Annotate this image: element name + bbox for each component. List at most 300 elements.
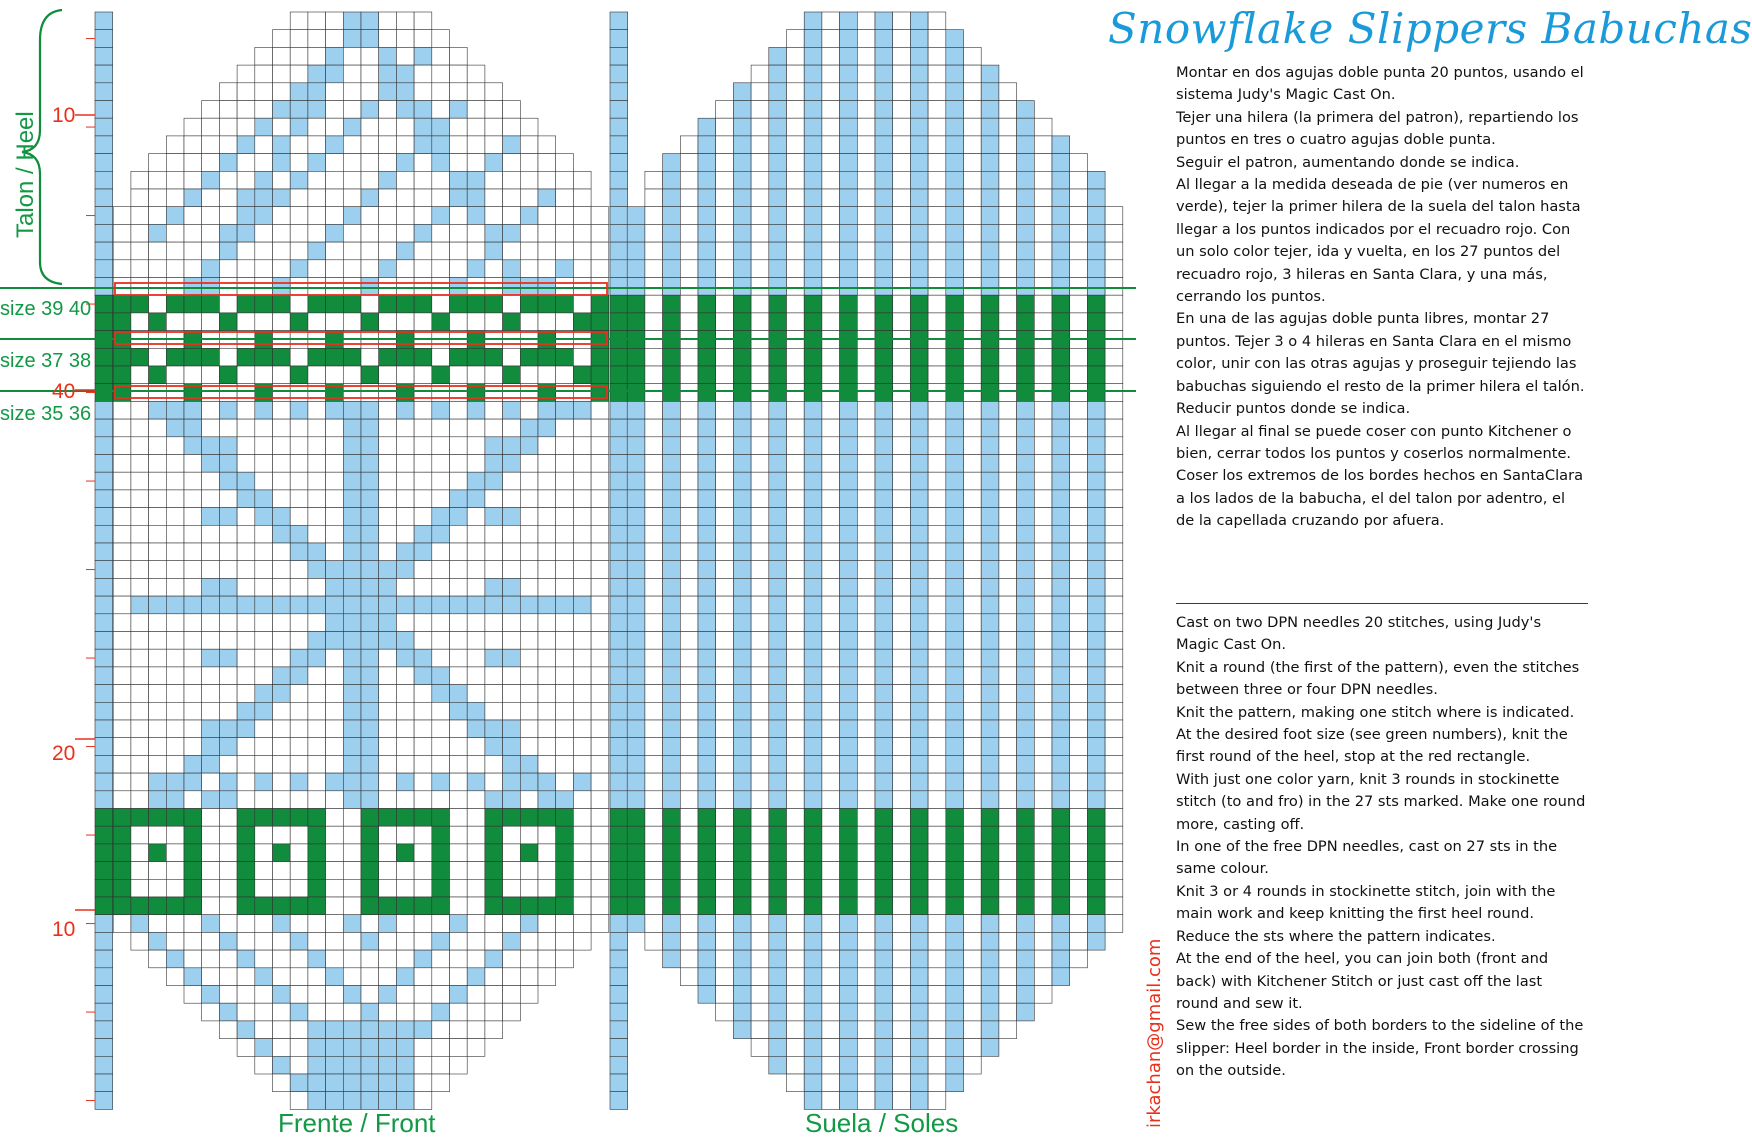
sole-oval-cell (645, 720, 663, 738)
front-oval-cell (273, 685, 291, 703)
front-oval-cell (273, 932, 291, 950)
front-oval-cell (149, 171, 167, 189)
sole-oval-cell (840, 773, 858, 791)
front-oval-cell (255, 632, 273, 650)
front-oval-cell (326, 1092, 344, 1110)
front-oval-cell (290, 171, 308, 189)
sole-oval-cell (964, 879, 982, 897)
sole-oval-cell (716, 313, 734, 331)
front-oval-cell (273, 702, 291, 720)
sole-oval-cell (840, 313, 858, 331)
front-oval-cell (131, 260, 149, 278)
front-oval-cell (573, 685, 591, 703)
sole-oval-cell (893, 437, 911, 455)
sole-oval-cell (875, 738, 893, 756)
center-edge-column-cell (610, 136, 628, 154)
front-oval-cell (361, 862, 379, 880)
sole-oval-cell (910, 667, 928, 685)
front-oval-cell (467, 986, 485, 1004)
front-oval-cell (450, 401, 468, 419)
front-oval-cell (432, 65, 450, 83)
front-oval-cell (538, 171, 556, 189)
sole-oval-cell (1087, 419, 1105, 437)
sole-oval-cell (999, 755, 1017, 773)
sole-oval-cell (822, 101, 840, 119)
sole-oval-cell (645, 278, 663, 296)
sole-oval-cell (999, 224, 1017, 242)
sole-oval-cell (1070, 295, 1088, 313)
front-oval-cell (396, 844, 414, 862)
sole-oval-cell (680, 401, 698, 419)
sole-oval-cell (627, 826, 645, 844)
front-oval-cell (467, 65, 485, 83)
sole-oval-cell (769, 596, 787, 614)
front-oval-cell (202, 879, 220, 897)
front-oval-cell (273, 47, 291, 65)
sole-oval-cell (999, 401, 1017, 419)
front-oval-cell (556, 755, 574, 773)
front-oval-cell (556, 614, 574, 632)
front-oval-cell (573, 278, 591, 296)
front-oval-cell (237, 897, 255, 915)
front-oval-cell (503, 844, 521, 862)
front-oval-cell (432, 490, 450, 508)
sole-oval-cell (893, 1092, 911, 1110)
sole-oval-cell (875, 260, 893, 278)
front-oval-cell (520, 791, 538, 809)
front-oval-cell (520, 118, 538, 136)
front-oval-cell (379, 986, 397, 1004)
sole-oval-cell (875, 490, 893, 508)
sole-oval-cell (910, 1039, 928, 1057)
front-oval-cell (237, 508, 255, 526)
front-oval-cell (396, 136, 414, 154)
front-oval-cell (326, 667, 344, 685)
sole-oval-cell (680, 844, 698, 862)
sole-oval-cell (804, 437, 822, 455)
front-oval-cell (485, 348, 503, 366)
front-oval-cell (467, 295, 485, 313)
front-oval-cell (219, 632, 237, 650)
front-oval-cell (184, 543, 202, 561)
front-oval-cell (308, 242, 326, 260)
front-oval-cell (467, 366, 485, 384)
sole-oval-cell (1034, 578, 1052, 596)
front-oval-cell (113, 702, 131, 720)
sole-oval-cell (999, 879, 1017, 897)
sole-oval-cell (964, 596, 982, 614)
sole-oval-cell (840, 278, 858, 296)
front-oval-cell (202, 720, 220, 738)
front-oval-cell (149, 490, 167, 508)
front-oval-cell (166, 685, 184, 703)
front-oval-cell (326, 915, 344, 933)
sole-oval-cell (999, 490, 1017, 508)
sole-oval-cell (1105, 437, 1123, 455)
front-oval-cell (131, 508, 149, 526)
sole-oval-cell (787, 720, 805, 738)
sole-oval-cell (893, 968, 911, 986)
sole-oval-cell (875, 649, 893, 667)
sole-oval-cell (840, 171, 858, 189)
front-oval-cell (379, 136, 397, 154)
front-oval-cell (237, 101, 255, 119)
front-oval-cell (503, 862, 521, 880)
front-oval-cell (149, 508, 167, 526)
sole-oval-cell (787, 1074, 805, 1092)
sole-oval-cell (928, 490, 946, 508)
sole-oval-cell (840, 720, 858, 738)
sole-oval-cell (1105, 401, 1123, 419)
front-oval-cell (450, 897, 468, 915)
front-oval-cell (184, 649, 202, 667)
front-oval-cell (485, 596, 503, 614)
front-oval-cell (237, 490, 255, 508)
front-oval-cell (450, 862, 468, 880)
sole-oval-cell (733, 632, 751, 650)
front-oval-cell (591, 472, 609, 490)
sole-oval-cell (769, 242, 787, 260)
sole-oval-cell (804, 1056, 822, 1074)
left-edge-column-cell (95, 83, 113, 101)
sole-oval-cell (840, 667, 858, 685)
sole-oval-cell (804, 419, 822, 437)
front-oval-cell (326, 614, 344, 632)
sole-oval-cell (1087, 614, 1105, 632)
sole-oval-cell (1087, 189, 1105, 207)
front-oval-cell (538, 862, 556, 880)
sole-oval-cell (946, 968, 964, 986)
sole-oval-cell (804, 171, 822, 189)
front-oval-cell (591, 419, 609, 437)
front-oval-cell (485, 809, 503, 827)
front-oval-cell (556, 455, 574, 473)
sole-oval-cell (1017, 136, 1035, 154)
sole-oval-cell (840, 879, 858, 897)
front-oval-cell (184, 826, 202, 844)
front-oval-cell (308, 101, 326, 119)
sole-oval-cell (645, 632, 663, 650)
sole-oval-cell (928, 773, 946, 791)
front-oval-cell (414, 101, 432, 119)
front-oval-cell (556, 950, 574, 968)
front-oval-cell (237, 295, 255, 313)
front-oval-cell (414, 773, 432, 791)
sole-oval-cell (804, 118, 822, 136)
sole-oval-cell (946, 879, 964, 897)
sole-oval-cell (733, 118, 751, 136)
front-oval-cell (113, 313, 131, 331)
front-oval-cell (308, 1021, 326, 1039)
sole-oval-cell (893, 455, 911, 473)
front-oval-cell (396, 419, 414, 437)
front-oval-cell (467, 915, 485, 933)
sole-oval-cell (769, 649, 787, 667)
sole-oval-cell (1105, 348, 1123, 366)
front-oval-cell (573, 224, 591, 242)
front-oval-cell (503, 879, 521, 897)
sole-oval-cell (981, 472, 999, 490)
sole-oval-cell (822, 490, 840, 508)
sole-oval-cell (804, 578, 822, 596)
front-oval-cell (414, 667, 432, 685)
front-oval-cell (202, 755, 220, 773)
sole-oval-cell (787, 189, 805, 207)
front-oval-cell (166, 596, 184, 614)
front-oval-cell (326, 30, 344, 48)
sole-oval-cell (981, 773, 999, 791)
sole-oval-cell (893, 1039, 911, 1057)
sole-oval-cell (999, 667, 1017, 685)
sole-oval-cell (733, 472, 751, 490)
sole-oval-cell (769, 472, 787, 490)
front-oval-cell (255, 242, 273, 260)
center-edge-column-cell (610, 986, 628, 1004)
front-oval-cell (361, 791, 379, 809)
front-oval-cell (290, 189, 308, 207)
sole-oval-cell (751, 313, 769, 331)
sole-oval-cell (893, 366, 911, 384)
front-oval-cell (538, 136, 556, 154)
front-oval-cell (414, 685, 432, 703)
sole-oval-cell (804, 773, 822, 791)
left-edge-column-cell (95, 1074, 113, 1092)
sole-oval-cell (857, 47, 875, 65)
center-edge-column-cell (610, 667, 628, 685)
sole-oval-cell (769, 950, 787, 968)
front-oval-cell (237, 879, 255, 897)
front-oval-cell (343, 419, 361, 437)
sole-oval-cell (822, 950, 840, 968)
front-oval-cell (131, 419, 149, 437)
front-oval-cell (396, 313, 414, 331)
front-oval-cell (538, 879, 556, 897)
sole-oval-cell (981, 171, 999, 189)
center-edge-column-cell (610, 649, 628, 667)
front-oval-cell (556, 207, 574, 225)
sole-oval-cell (875, 720, 893, 738)
front-oval-cell (450, 932, 468, 950)
front-oval-cell (131, 915, 149, 933)
front-oval-cell (290, 755, 308, 773)
sole-oval-cell (840, 614, 858, 632)
front-oval-cell (485, 242, 503, 260)
front-oval-cell (255, 614, 273, 632)
front-oval-cell (520, 649, 538, 667)
sole-oval-cell (733, 525, 751, 543)
front-oval-cell (520, 897, 538, 915)
sole-oval-cell (1034, 667, 1052, 685)
sole-oval-cell (769, 384, 787, 402)
sole-oval-cell (804, 702, 822, 720)
sole-oval-cell (733, 490, 751, 508)
sole-oval-cell (1017, 260, 1035, 278)
sole-oval-cell (964, 862, 982, 880)
front-oval-cell (202, 508, 220, 526)
center-edge-column-cell (610, 384, 628, 402)
sole-oval-cell (1017, 118, 1035, 136)
front-oval-cell (184, 224, 202, 242)
sole-oval-cell (733, 809, 751, 827)
front-oval-cell (290, 419, 308, 437)
front-oval-cell (202, 915, 220, 933)
sole-oval-cell (716, 154, 734, 172)
front-oval-cell (503, 455, 521, 473)
front-oval-cell (556, 685, 574, 703)
front-oval-cell (396, 738, 414, 756)
sole-oval-cell (875, 1092, 893, 1110)
front-oval-cell (131, 295, 149, 313)
front-oval-cell (166, 879, 184, 897)
front-oval-cell (219, 101, 237, 119)
sole-oval-cell (893, 915, 911, 933)
center-edge-column-cell (610, 12, 628, 30)
front-oval-cell (202, 685, 220, 703)
sole-oval-cell (1052, 508, 1070, 526)
front-oval-cell (326, 401, 344, 419)
front-oval-cell (149, 862, 167, 880)
sole-oval-cell (1070, 561, 1088, 579)
sole-oval-cell (787, 897, 805, 915)
front-oval-cell (308, 596, 326, 614)
front-oval-cell (255, 295, 273, 313)
front-oval-cell (467, 278, 485, 296)
sole-oval-cell (875, 224, 893, 242)
sole-oval-cell (1017, 508, 1035, 526)
front-oval-cell (184, 986, 202, 1004)
sole-oval-cell (946, 755, 964, 773)
sole-oval-cell (787, 578, 805, 596)
front-oval-cell (255, 667, 273, 685)
front-oval-cell (219, 313, 237, 331)
sole-oval-cell (751, 1039, 769, 1057)
front-oval-cell (273, 844, 291, 862)
sole-oval-cell (1087, 472, 1105, 490)
sole-oval-cell (910, 384, 928, 402)
sole-oval-cell (787, 596, 805, 614)
sole-oval-cell (733, 1021, 751, 1039)
sole-oval-cell (875, 313, 893, 331)
left-edge-column-cell (95, 295, 113, 313)
sole-oval-cell (663, 224, 681, 242)
sole-oval-cell (804, 1092, 822, 1110)
front-oval-cell (166, 862, 184, 880)
sole-oval-cell (910, 295, 928, 313)
sole-oval-cell (857, 472, 875, 490)
front-oval-cell (520, 136, 538, 154)
center-edge-column-cell (610, 455, 628, 473)
sole-oval-cell (822, 685, 840, 703)
sole-oval-cell (1034, 348, 1052, 366)
front-oval-cell (485, 561, 503, 579)
front-oval-cell (591, 897, 609, 915)
front-oval-cell (343, 685, 361, 703)
sole-oval-cell (1105, 844, 1123, 862)
front-oval-cell (361, 702, 379, 720)
sole-oval-cell (910, 154, 928, 172)
sole-oval-cell (893, 862, 911, 880)
sole-oval-cell (1087, 224, 1105, 242)
sole-oval-cell (840, 189, 858, 207)
front-oval-cell (184, 419, 202, 437)
sole-oval-cell (928, 632, 946, 650)
sole-oval-cell (946, 171, 964, 189)
sole-oval-cell (733, 543, 751, 561)
sole-oval-cell (751, 614, 769, 632)
center-edge-column-cell (610, 224, 628, 242)
sole-oval-cell (1034, 189, 1052, 207)
front-oval-cell (556, 366, 574, 384)
sole-oval-cell (875, 47, 893, 65)
front-oval-cell (361, 685, 379, 703)
front-oval-cell (414, 720, 432, 738)
sole-oval-cell (1017, 1003, 1035, 1021)
sole-oval-cell (946, 561, 964, 579)
front-oval-cell (591, 260, 609, 278)
front-oval-cell (503, 118, 521, 136)
sole-oval-cell (875, 897, 893, 915)
front-oval-cell (290, 366, 308, 384)
front-oval-cell (538, 437, 556, 455)
front-oval-cell (273, 366, 291, 384)
front-oval-cell (219, 366, 237, 384)
front-oval-cell (503, 685, 521, 703)
front-oval-cell (343, 1039, 361, 1057)
front-oval-cell (237, 932, 255, 950)
front-oval-cell (113, 224, 131, 242)
front-oval-cell (414, 632, 432, 650)
front-oval-cell (450, 508, 468, 526)
front-oval-cell (573, 366, 591, 384)
sole-oval-cell (1017, 525, 1035, 543)
front-oval-cell (308, 1003, 326, 1021)
sole-oval-cell (981, 950, 999, 968)
sole-oval-cell (751, 932, 769, 950)
sole-oval-cell (999, 809, 1017, 827)
front-oval-cell (237, 401, 255, 419)
sole-oval-cell (999, 685, 1017, 703)
sole-oval-cell (946, 207, 964, 225)
front-oval-cell (361, 207, 379, 225)
sole-oval-cell (769, 490, 787, 508)
left-edge-column-cell (95, 171, 113, 189)
front-oval-cell (467, 437, 485, 455)
front-oval-cell (255, 1056, 273, 1074)
front-oval-cell (396, 154, 414, 172)
front-oval-cell (485, 614, 503, 632)
sole-oval-cell (680, 614, 698, 632)
front-oval-cell (591, 242, 609, 260)
sole-oval-cell (857, 986, 875, 1004)
sole-oval-cell (1105, 826, 1123, 844)
sole-oval-cell (787, 508, 805, 526)
sole-oval-cell (1070, 401, 1088, 419)
front-oval-cell (467, 578, 485, 596)
front-oval-cell (414, 47, 432, 65)
sole-oval-cell (893, 508, 911, 526)
front-oval-cell (166, 932, 184, 950)
front-oval-cell (308, 65, 326, 83)
front-oval-cell (467, 685, 485, 703)
sole-oval-cell (733, 401, 751, 419)
sole-oval-cell (822, 384, 840, 402)
sole-oval-cell (928, 561, 946, 579)
front-oval-cell (113, 366, 131, 384)
instruction-es-8: Coser los extremos de los bordes hechos en SantaClara a los lados de la babucha, el del talon por adentro, el de la capellada cruzando por afuera. (1176, 467, 1584, 530)
front-oval-cell (450, 189, 468, 207)
sole-oval-cell (893, 313, 911, 331)
front-oval-cell (326, 755, 344, 773)
